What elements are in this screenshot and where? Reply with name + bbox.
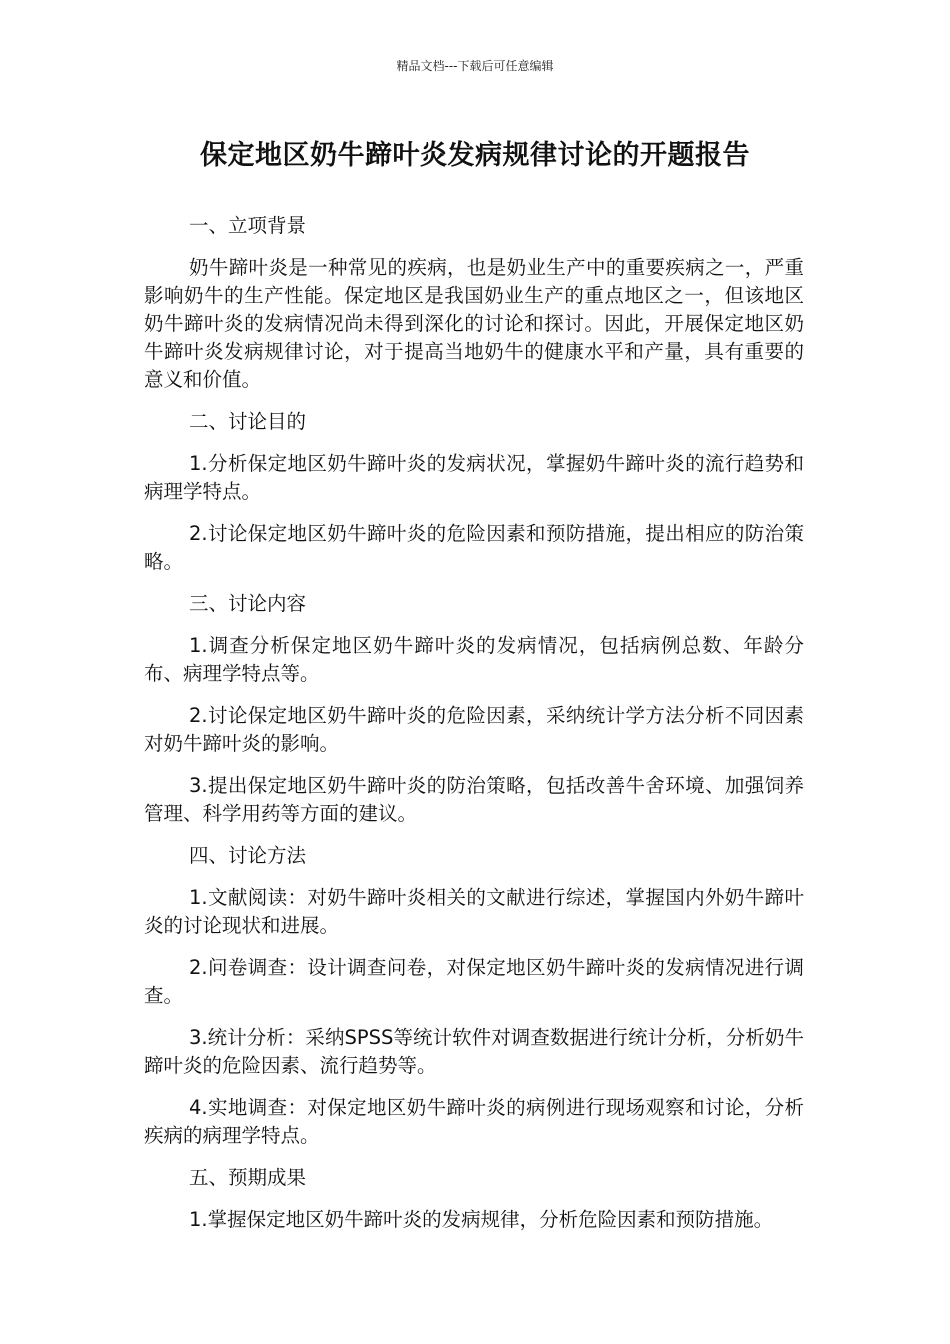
paragraph: 1.分析保定地区奶牛蹄叶炎的发病状况，掌握奶牛蹄叶炎的流行趋势和病理学特点。 [144, 452, 804, 503]
document-title: 保定地区奶牛蹄叶炎发病规律讨论的开题报告 [200, 140, 750, 171]
paragraph: 1.调查分析保定地区奶牛蹄叶炎的发病情况，包括病例总数、年龄分布、病理学特点等。 [144, 634, 804, 685]
document-body [144, 212, 804, 1248]
paragraph: 3.提出保定地区奶牛蹄叶炎的防治策略，包括改善牛舍环境、加强饲养管理、科学用药等方面的建议。 [144, 774, 804, 825]
section-content [144, 590, 804, 828]
paragraph: 奶牛蹄叶炎是一种常见的疾病，也是奶业生产中的重要疾病之一，严重影响奶牛的生产性能。保定地区是我国奶业生产的重点地区之一，但该地区奶牛蹄叶炎的发病情况尚未得到深化的讨论和探讨。因此，开展保定地区奶牛蹄叶炎发病规律讨论，对于提高当地奶牛的健康水平和产量，具有重要的意义和价值。 [144, 256, 804, 391]
header-note: 精品文档---下载后可任意编辑 [396, 59, 554, 73]
section-heading: 二、讨论目的 [189, 410, 307, 433]
paragraph: 1.文献阅读：对奶牛蹄叶炎相关的文献进行综述，掌握国内外奶牛蹄叶炎的讨论现状和进展。 [144, 886, 804, 937]
section-heading: 五、预期成果 [189, 1166, 307, 1189]
paragraph: 2.讨论保定地区奶牛蹄叶炎的危险因素，采纳统计学方法分析不同因素对奶牛蹄叶炎的影响。 [144, 704, 804, 755]
section-methods [144, 842, 804, 1150]
section-heading: 四、讨论方法 [189, 844, 307, 867]
paragraph: 2.讨论保定地区奶牛蹄叶炎的危险因素和预防措施，提出相应的防治策略。 [144, 522, 804, 573]
paragraph: 4.实地调查：对保定地区奶牛蹄叶炎的病例进行现场观察和讨论，分析疾病的病理学特点。 [144, 1096, 804, 1147]
section-objectives [144, 408, 804, 576]
paragraph: 3.统计分析：采纳SPSS等统计软件对调查数据进行统计分析，分析奶牛蹄叶炎的危险因素、流行趋势等。 [144, 1026, 804, 1077]
section-background [144, 212, 804, 394]
section-expected-results [144, 1164, 804, 1234]
section-heading: 一、立项背景 [189, 214, 307, 237]
paragraph: 2.问卷调查：设计调查问卷，对保定地区奶牛蹄叶炎的发病情况进行调查。 [144, 956, 804, 1007]
paragraph: 1.掌握保定地区奶牛蹄叶炎的发病规律，分析危险因素和预防措施。 [189, 1208, 774, 1231]
section-heading: 三、讨论内容 [189, 592, 307, 615]
